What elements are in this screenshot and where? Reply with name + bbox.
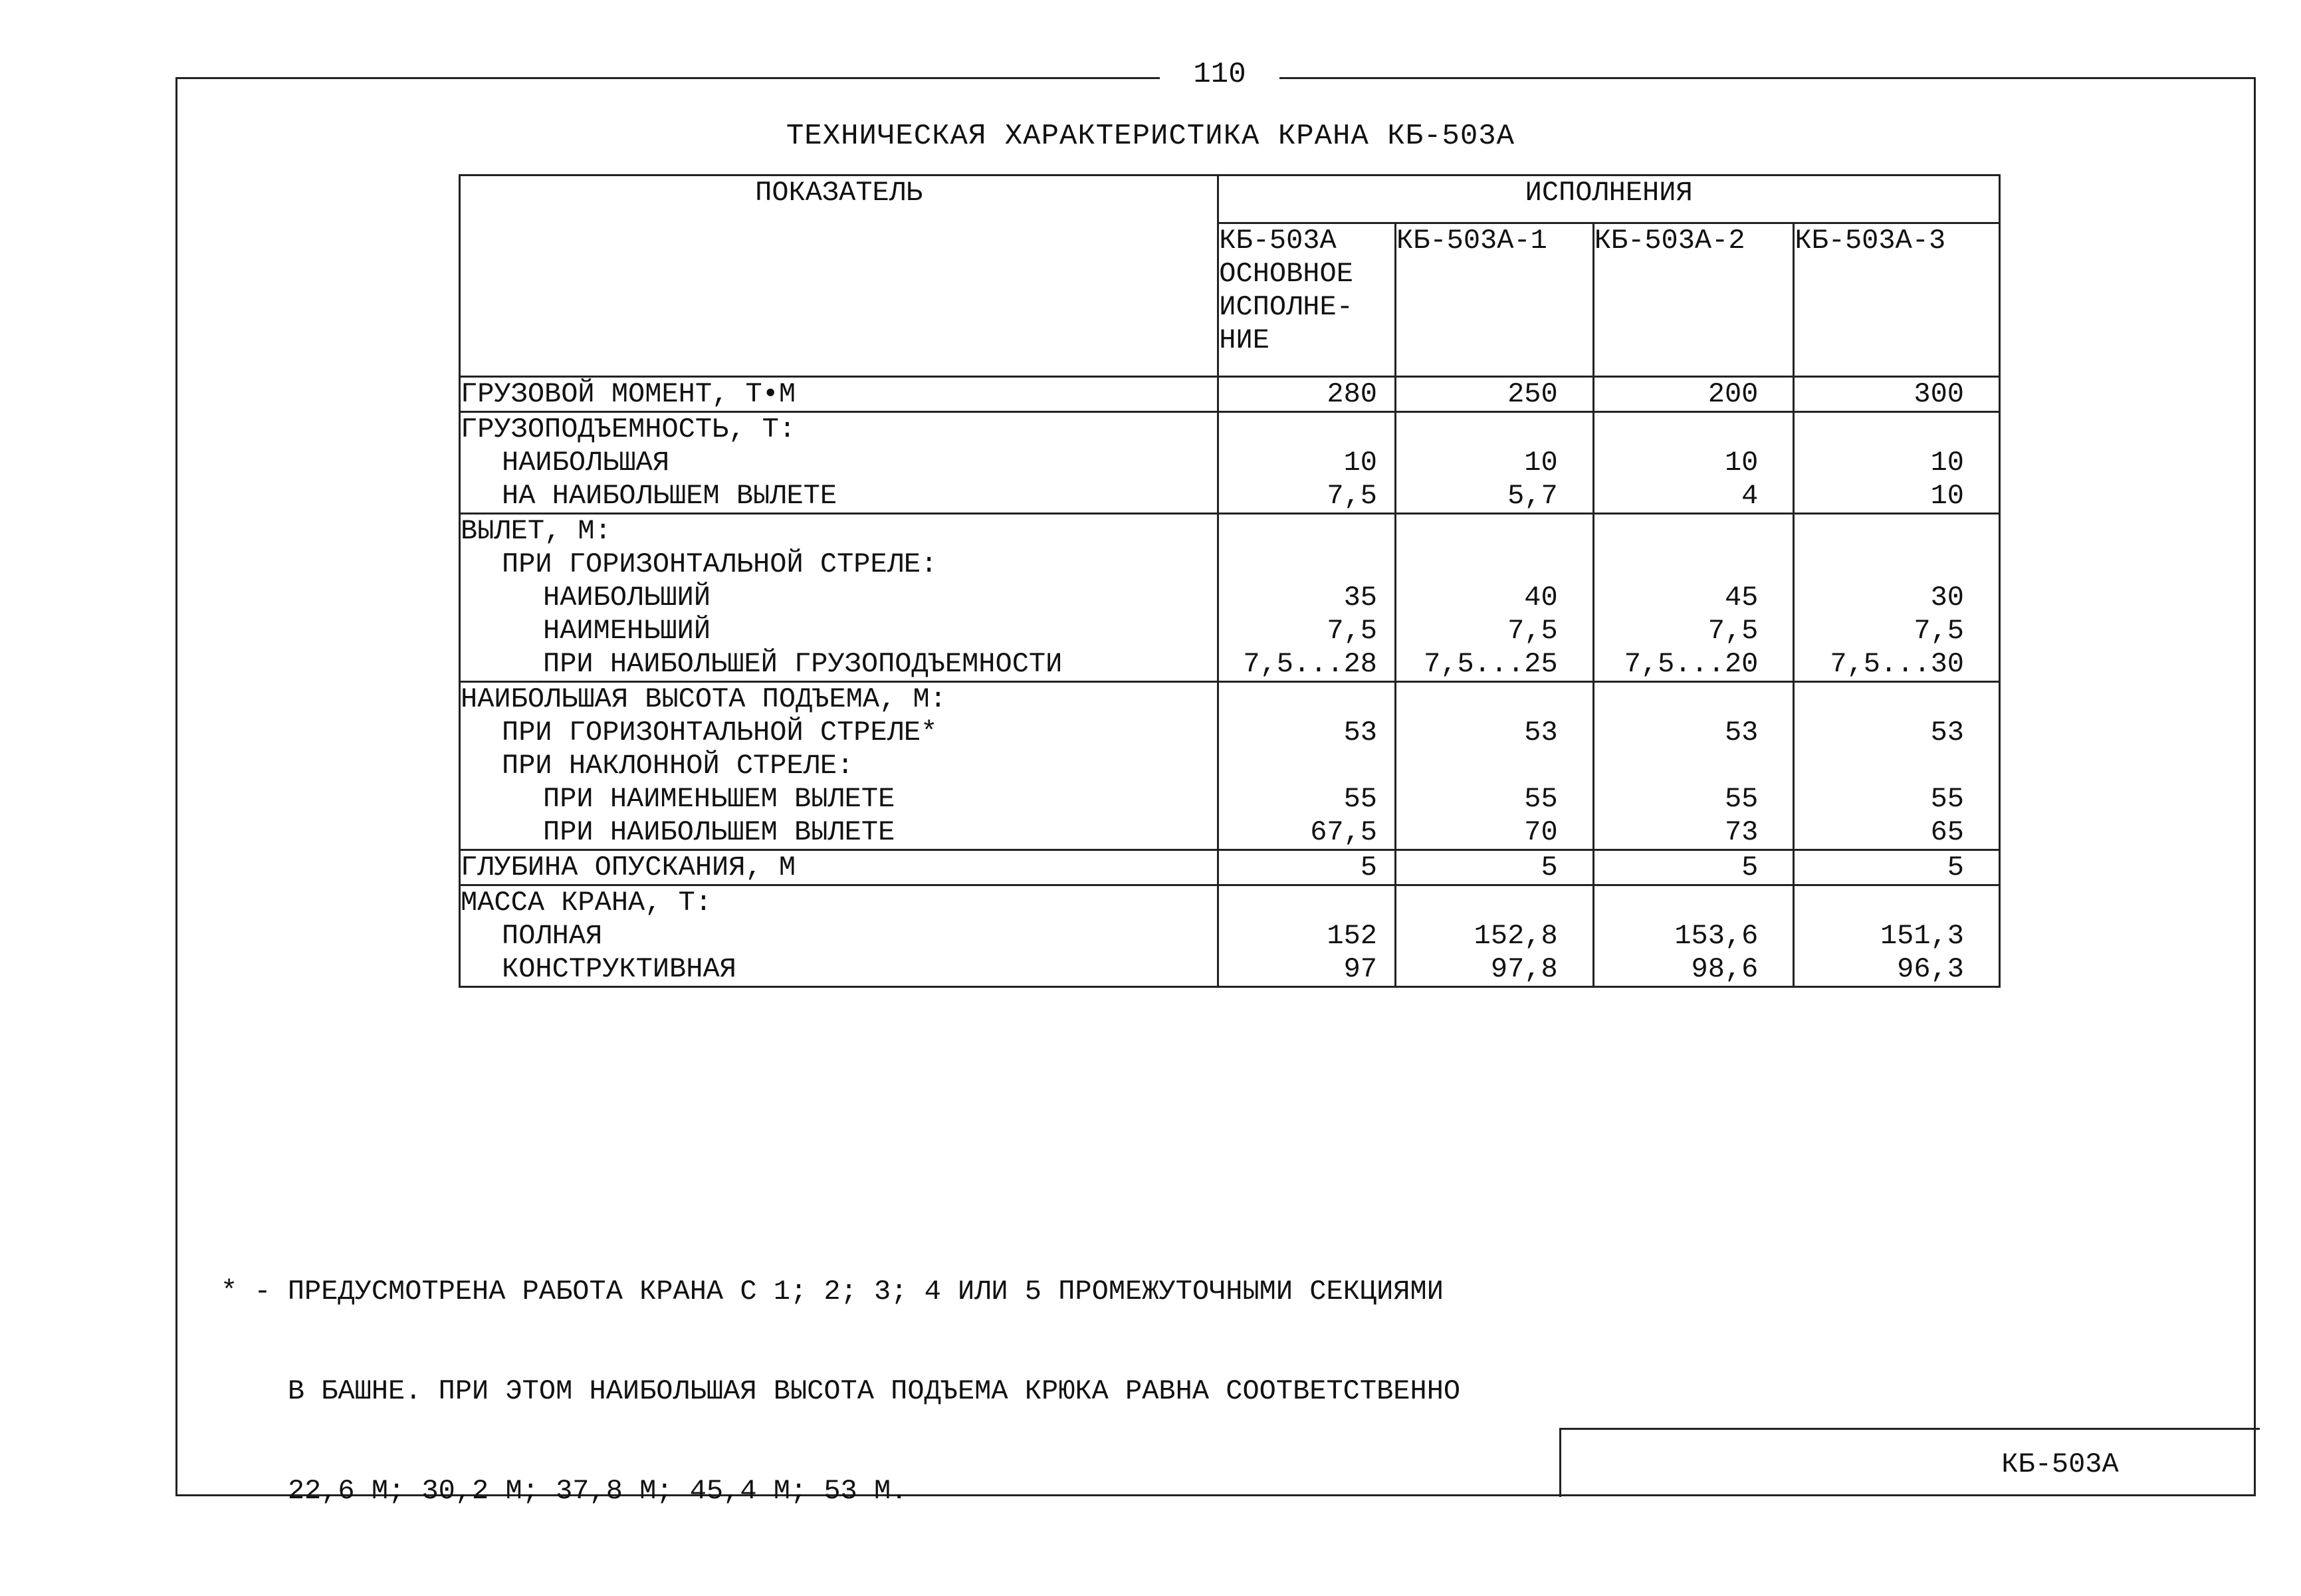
- value-line: [1396, 683, 1592, 716]
- value-cell: [1593, 885, 1794, 987]
- value-line: [1219, 683, 1394, 716]
- variant-header-line: ОСНОВНОЕ: [1219, 257, 1353, 290]
- value-cell: [1593, 377, 1794, 412]
- value-line: [1219, 514, 1394, 548]
- param-label: ГРУЗОВОЙ МОМЕНТ, Т•М: [461, 378, 796, 410]
- variant-header-line: КБ-503А-3: [1795, 224, 1946, 257]
- value-line: [1396, 548, 1592, 581]
- variant-header-line: КБ-503А-1: [1396, 224, 1547, 257]
- value-line: 67,5: [1310, 816, 1378, 848]
- value-line: 98,6: [1691, 953, 1759, 985]
- value-line: [1396, 749, 1592, 782]
- value-line: 7,5: [1327, 615, 1378, 647]
- value-cell: [1794, 514, 2000, 682]
- param-label: ВЫЛЕТ, М:: [461, 515, 611, 547]
- page-number: 110: [1160, 55, 1279, 94]
- value-line: 5: [1541, 852, 1558, 883]
- value-line: [1594, 749, 1793, 782]
- value-line: [1594, 886, 1793, 919]
- value-line: 152,8: [1474, 920, 1558, 952]
- table-row: [460, 850, 2000, 885]
- value-line: 45: [1724, 582, 1759, 614]
- value-line: 97,8: [1490, 953, 1558, 985]
- param-cell: [460, 850, 1218, 885]
- value-line: 250: [1507, 378, 1558, 410]
- value-line: 55: [1724, 783, 1759, 815]
- value-cell: [1396, 377, 1594, 412]
- param-label: КОНСТРУКТИВНАЯ: [502, 953, 736, 985]
- param-label: МАССА КРАНА, Т:: [461, 887, 712, 919]
- param-label: ПОЛНАЯ: [502, 920, 603, 952]
- variant-column-header: [1794, 223, 2000, 376]
- param-label: ПРИ НАИБОЛЬШЕЙ ГРУЗОПОДЪЕМНОСТИ: [543, 648, 1063, 680]
- value-line: [1594, 548, 1793, 581]
- value-line: 53: [1930, 717, 1964, 748]
- value-line: 4: [1741, 480, 1759, 512]
- param-cell: [460, 885, 1218, 987]
- param-cell: [460, 412, 1218, 514]
- value-line: 53: [1524, 717, 1558, 748]
- value-line: [1594, 413, 1793, 446]
- value-line: [1795, 749, 1999, 782]
- table-header-row: [460, 175, 2000, 223]
- value-line: [1594, 514, 1793, 548]
- value-cell: [1794, 412, 2000, 514]
- value-line: [1396, 413, 1592, 446]
- param-label: ПРИ НАКЛОННОЙ СТРЕЛЕ:: [502, 750, 854, 782]
- value-line: 152: [1327, 920, 1378, 952]
- value-line: [1795, 514, 1999, 548]
- stamp-label: КБ-503А: [2001, 1448, 2119, 1480]
- param-header: ПОКАЗАТЕЛЬ: [460, 175, 1218, 377]
- value-cell: [1593, 850, 1794, 885]
- param-label: НАИБОЛЬШАЯ ВЫСОТА ПОДЪЕМА, М:: [461, 683, 946, 715]
- variant-header-line: КБ-503А-2: [1594, 224, 1745, 257]
- value-line: 40: [1524, 582, 1558, 614]
- value-line: 7,5...20: [1624, 648, 1759, 680]
- value-line: 55: [1930, 783, 1964, 815]
- value-line: [1795, 886, 1999, 919]
- value-line: 10: [1724, 447, 1759, 479]
- value-cell: [1396, 412, 1594, 514]
- param-label: НАИБОЛЬШИЙ: [543, 582, 711, 614]
- variants-header: ИСПОЛНЕНИЯ: [1218, 175, 2000, 223]
- value-line: [1396, 886, 1592, 919]
- value-line: 200: [1707, 378, 1759, 410]
- value-line: [1219, 548, 1394, 581]
- title-block-stamp: [1559, 1428, 2260, 1497]
- footnote-line: 22,6 М; 30,2 М; 37,8 М; 45,4 М; 53 М.: [221, 1475, 908, 1507]
- value-line: 70: [1524, 816, 1558, 848]
- value-line: 300: [1914, 378, 1964, 410]
- value-cell: [1794, 885, 2000, 987]
- value-cell: [1396, 850, 1594, 885]
- table-row: [460, 682, 2000, 850]
- param-cell: [460, 514, 1218, 682]
- value-cell: [1218, 850, 1396, 885]
- value-cell: [1593, 412, 1794, 514]
- value-line: 97: [1343, 953, 1378, 985]
- table-row: [460, 412, 2000, 514]
- param-label: ГЛУБИНА ОПУСКАНИЯ, М: [461, 852, 796, 883]
- value-line: 5: [1360, 852, 1378, 883]
- value-line: 7,5...25: [1424, 648, 1558, 680]
- value-line: 53: [1343, 717, 1378, 748]
- value-line: 30: [1930, 582, 1964, 614]
- footnote-line: * - ПРЕДУСМОТРЕНА РАБОТА КРАНА С 1; 2; 3; 4 ИЛИ 5 ПРОМЕЖУТОЧНЫМИ СЕКЦИЯМИ: [221, 1276, 1444, 1308]
- value-cell: [1593, 514, 1794, 682]
- value-cell: [1794, 682, 2000, 850]
- value-line: [1396, 514, 1592, 548]
- value-line: 7,5: [1914, 615, 1964, 647]
- value-line: 5: [1741, 852, 1759, 883]
- value-line: 96,3: [1897, 953, 1964, 985]
- table-row: [460, 377, 2000, 412]
- value-line: [1795, 548, 1999, 581]
- value-line: 10: [1930, 447, 1964, 479]
- value-cell: [1396, 514, 1594, 682]
- value-line: [1795, 683, 1999, 716]
- variant-column-header: [1218, 223, 1396, 376]
- value-line: 10: [1524, 447, 1558, 479]
- value-line: 65: [1930, 816, 1964, 848]
- value-line: 7,5...28: [1243, 648, 1378, 680]
- param-label: ГРУЗОПОДЪЕМНОСТЬ, Т:: [461, 413, 796, 445]
- value-line: 7,5: [1327, 480, 1378, 512]
- value-cell: [1593, 682, 1794, 850]
- param-label: НАИМЕНЬШИЙ: [543, 615, 711, 647]
- value-line: 5: [1947, 852, 1964, 883]
- value-line: 10: [1930, 480, 1964, 512]
- value-line: 7,5: [1707, 615, 1759, 647]
- variant-header-line: НИЕ: [1219, 324, 1269, 356]
- spec-table: [459, 174, 2001, 988]
- value-cell: [1794, 377, 2000, 412]
- param-label: НА НАИБОЛЬШЕМ ВЫЛЕТЕ: [502, 480, 837, 512]
- value-line: 55: [1524, 783, 1558, 815]
- table-row: [460, 885, 2000, 987]
- variant-column-header: [1396, 223, 1594, 376]
- value-line: 280: [1327, 378, 1378, 410]
- table-row: [460, 514, 2000, 682]
- param-cell: [460, 682, 1218, 850]
- value-line: 53: [1724, 717, 1759, 748]
- value-line: 73: [1724, 816, 1759, 848]
- value-cell: [1794, 850, 2000, 885]
- value-line: 7,5: [1507, 615, 1558, 647]
- variant-column-header: [1593, 223, 1794, 376]
- value-line: [1795, 413, 1999, 446]
- value-cell: [1396, 885, 1594, 987]
- param-label: ПРИ НАИМЕНЬШЕМ ВЫЛЕТЕ: [543, 783, 895, 815]
- value-cell: [1218, 514, 1396, 682]
- param-label: ПРИ ГОРИЗОНТАЛЬНОЙ СТРЕЛЕ*: [502, 717, 938, 748]
- value-cell: [1218, 377, 1396, 412]
- value-line: 5,7: [1507, 480, 1558, 512]
- value-line: [1594, 683, 1793, 716]
- variant-header-line: ИСПОЛНЕ-: [1219, 290, 1353, 323]
- footnote: [221, 1208, 1460, 1541]
- value-cell: [1218, 885, 1396, 987]
- value-cell: [1396, 682, 1594, 850]
- value-line: [1219, 413, 1394, 446]
- value-line: 10: [1343, 447, 1378, 479]
- value-cell: [1218, 412, 1396, 514]
- value-line: 55: [1343, 783, 1378, 815]
- value-line: [1219, 886, 1394, 919]
- value-line: 7,5...30: [1830, 648, 1964, 680]
- value-line: 151,3: [1880, 920, 1964, 952]
- param-label: ПРИ НАИБОЛЬШЕМ ВЫЛЕТЕ: [543, 816, 895, 848]
- value-line: 35: [1343, 582, 1378, 614]
- variant-header-line: КБ-503А: [1219, 224, 1337, 257]
- param-cell: [460, 377, 1218, 412]
- value-line: [1219, 749, 1394, 782]
- param-label: НАИБОЛЬШАЯ: [502, 447, 670, 479]
- param-label: ПРИ ГОРИЗОНТАЛЬНОЙ СТРЕЛЕ:: [502, 548, 938, 580]
- value-line: 153,6: [1674, 920, 1759, 952]
- table-title: ТЕХНИЧЕСКАЯ ХАРАКТЕРИСТИКА КРАНА КБ-503А: [786, 120, 1515, 153]
- footnote-line: В БАШНЕ. ПРИ ЭТОМ НАИБОЛЬШАЯ ВЫСОТА ПОДЪЕМА КРЮКА РАВНА СООТВЕТСТВЕННО: [221, 1375, 1461, 1407]
- value-cell: [1218, 682, 1396, 850]
